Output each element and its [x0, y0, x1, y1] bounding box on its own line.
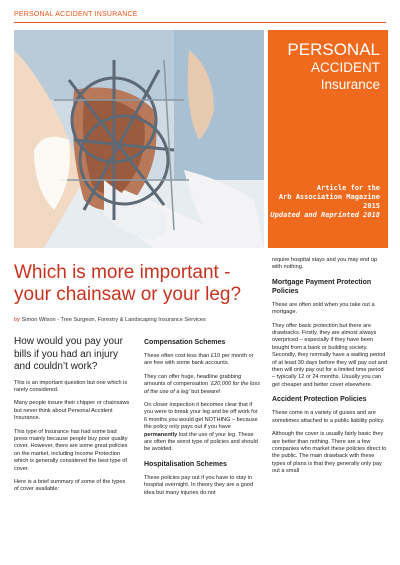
paragraph: [144, 402, 260, 454]
injured-leg-fixator-image: [14, 30, 264, 248]
panel-title: [287, 40, 380, 93]
cover-photo: [14, 30, 264, 248]
text-run: but beware!: [189, 388, 221, 395]
text-run: They can offer huge, headline grabbing amounts of compensation: [144, 373, 242, 388]
article-title-line-1: Which is more important -: [14, 262, 231, 283]
panel-subtitle: [270, 184, 380, 220]
emphasis-text: permanently: [144, 431, 178, 438]
byline: [14, 317, 206, 323]
article-title-line-2: your chainsaw or your leg?: [14, 284, 242, 305]
paragraph: [144, 374, 260, 396]
paragraph: These policies pay out if you have to stay in hospital overnight. In theory they are a good idea but many injuries do not: [144, 474, 254, 496]
running-header: PERSONAL ACCIDENT INSURANCE: [14, 11, 138, 18]
header-rule: [14, 22, 386, 23]
panel-title-line-1: PERSONAL: [287, 40, 380, 59]
paragraph: Although the cover is usually fairly basic they are better than nothing. There are a few companies who market these policies direct to the public. The main drawback with these types of plans is that they generally only pay out a small: [272, 431, 387, 475]
paragraph: This type of Insurance has had some bad press mainly because people buy poor quality cover. However, there are some great policies on the market, including Income Protection which is generally considered the best type of cover.: [14, 428, 128, 472]
title-panel: [268, 30, 388, 248]
lead-question: How would you pay your bills if you had an injury and couldn’t work?: [14, 336, 123, 372]
paragraph: Here is a brief summary of some of the types of cover available:: [14, 478, 126, 493]
byline-by: by: [14, 317, 20, 323]
section-heading-hospitalisation: Hospitalisation Schemes: [144, 460, 227, 468]
paragraph: require hospital stays and you may end up with nothing.: [272, 257, 378, 271]
section-heading-compensation: Compensation Schemes: [144, 339, 226, 346]
paragraph: They offer basic protection but there are drawbacks. Firstly, they are almost always overpriced – especially if they have been bought from a bank or building society. Secondly, they normally have a waiting period of at least 30 days before they will pay out and then will only pay out for a limited time period – typically 12 or 24 months. Usually you can get cheaper and better cover elsewhere.: [272, 322, 388, 388]
column-1: [14, 336, 130, 500]
text-run: On closer inspection it becomes clear that if you were to break your leg and be off work for 6 months you would get NOTHING – because the policy only pays out if you have: [144, 402, 258, 431]
column-3: [272, 257, 388, 482]
column-2: [144, 336, 260, 503]
text-run: lost the use of your leg. These are often the worst type of policies and should be avoided.: [144, 431, 258, 453]
paragraph: These often cost less than £10 per month or are free with some bank accounts.: [144, 353, 254, 367]
panel-title-line-2: ACCIDENT: [310, 60, 380, 75]
paragraph: Many people insure their chipper or chainsaws but never think about Personal Accident Insurance.: [14, 400, 130, 422]
quote-text: ‘£20,000 for the loss of the use of a leg’: [144, 381, 260, 395]
panel-sub-line-3: 2015: [363, 202, 380, 210]
section-heading-mortgage: Mortgage Payment Protection Policies: [272, 278, 372, 295]
panel-sub-line-2: Arb Association Magazine: [278, 193, 380, 201]
paragraph: These come in a variety of guises and are sometimes attached to a public liability policy.: [272, 410, 385, 424]
panel-sub-line-1: Article for the: [316, 184, 380, 192]
panel-title-line-3: Insurance: [320, 77, 380, 92]
paragraph: This is an important question but one which is rarely considered.: [14, 379, 128, 393]
byline-author: Simon Wilson - Tree Surgeon, Forestry & Landscaping Insurance Services: [19, 317, 206, 323]
paragraph: These are often sold when you take out a mortgage.: [272, 301, 375, 316]
article-title: [14, 262, 254, 306]
section-heading-accident: Accident Protection Policies: [272, 396, 367, 404]
panel-sub-line-4: Updated and Reprinted 2018: [270, 211, 380, 219]
